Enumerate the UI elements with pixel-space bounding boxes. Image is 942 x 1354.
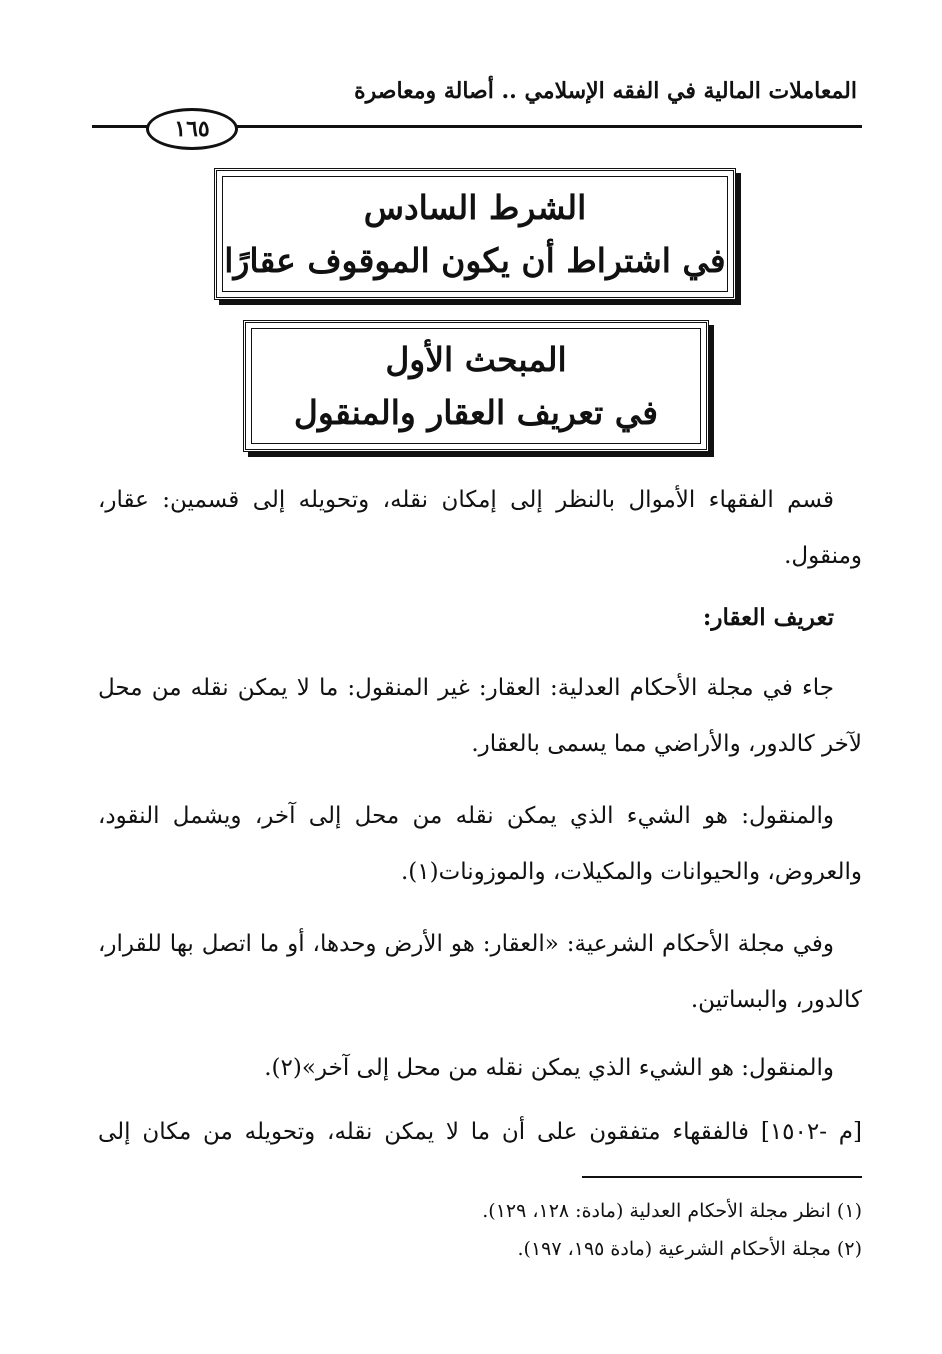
paragraph-intro: قسم الفقهاء الأموال بالنظر إلى إمكان نقله، وتحويله إلى قسمين: عقار، ومنقول. [98,487,862,569]
footnote-rule [582,1176,862,1178]
subheading-definition: تعريف العقار: [702,604,834,631]
section-title-line2: في اشتراط أن يكون الموقوف عقارًا [224,241,726,280]
running-title: المعاملات المالية في الفقه الإسلامي .. أصالة ومعاصرة [354,78,857,104]
paragraph-majalla-adliyya: جاء في مجلة الأحكام العدلية: العقار: غير المنقول: ما لا يمكن نقله من محل لآخر كالدور، والأراضي مما يسمى بالعقار. [98,675,862,757]
paragraph-movable-sharia: والمنقول: هو الشيء الذي يمكن نقله من محل إلى آخر»(٢). [264,1055,834,1081]
paragraph-consensus: [م -١٥٠٢] فالفقهاء متفقون على أن ما لا يمكن نقله، وتحويله من مكان إلى [98,1119,863,1145]
section-title-line1: الشرط السادس [363,188,587,227]
paragraph-movable: والمنقول: هو الشيء الذي يمكن نقله من محل إلى آخر، ويشمل النقود، والعروض، والحيوانات والمكيلات، والموزونات(١). [98,803,862,885]
page-number: ١٦٥ [146,108,238,150]
footnote-1: (١) انظر مجلة الأحكام العدلية (مادة: ١٢٨، ١٢٩). [482,1200,862,1222]
footnote-2: (٢) مجلة الأحكام الشرعية (مادة ١٩٥، ١٩٧). [517,1238,862,1260]
chapter-title-frame [243,320,709,452]
section-title-frame [214,168,736,300]
paragraph-majalla-sharia: وفي مجلة الأحكام الشرعية: «العقار: هو الأرض وحدها، أو ما اتصل بها للقرار، كالدور، والبساتين. [98,931,862,1013]
chapter-title-line2: في تعريف العقار والمنقول [293,393,659,432]
chapter-title-line1: المبحث الأول [385,340,567,379]
